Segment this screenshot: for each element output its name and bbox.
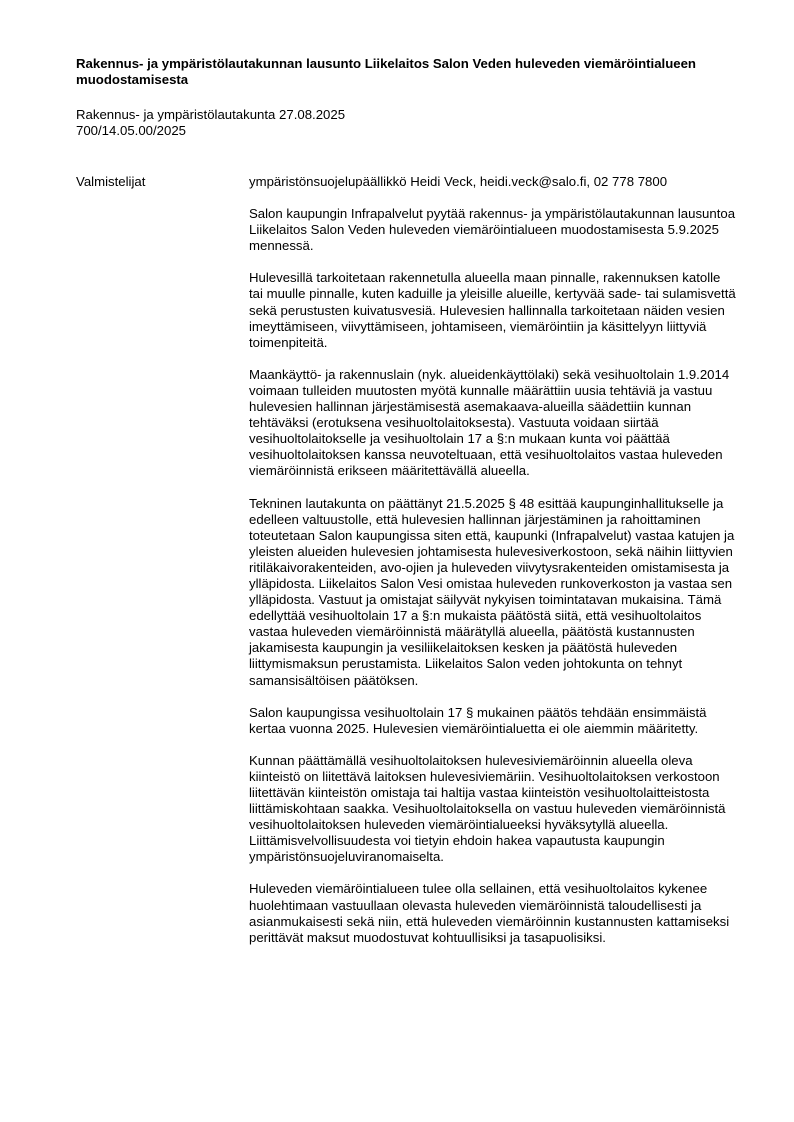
preparer-label: Valmistelijat	[76, 174, 146, 189]
case-number: 700/14.05.00/2025	[76, 123, 187, 138]
body-paragraph: Salon kaupungissa vesihuoltolain 17 § mukainen päätös tehdään ensimmäistä kertaa vuonna 2025. Hulevesien viemäröintialuetta ei ole aiemmin määritetty.	[249, 704, 707, 736]
body-paragraph: Kunnan päättämällä vesihuoltolaitoksen hulevesiviemäröinnin alueella oleva kiinteistö on liitettävä laitoksen hulevesiviemäriin. Vesihuoltolaitoksen verkostoon liitettävän kiinteistön omistaja tai haltija vastaa kiinteistön vesihuoltolaitteistosta liittämiskohtaan saakka. Vesihuoltolaitoksella on vastuu huleveden viemäröinnistä vesihuoltolaitoksen huleveden viemäröintialueeksi hyväksytyllä alueella. Liittämisvelvollisuudesta voi tietyin ehdoin hakea vapautusta kaupungin ympäristönsuojeluviranomaiselta.	[249, 752, 726, 865]
preparer-info: ympäristönsuojelupäällikkö Heidi Veck, heidi.veck@salo.fi, 02 778 7800	[249, 174, 668, 189]
body-paragraph: Salon kaupungin Infrapalvelut pyytää rakennus- ja ympäristölautakunnan lausuntoa Liikelaitos Salon Veden huleveden viemäröintialueen muodostamisesta 5.9.2025 mennessä.	[249, 206, 736, 254]
document-title: Rakennus- ja ympäristölautakunnan lausunto Liikelaitos Salon Veden huleveden viemäröintialueen muodostamisesta	[76, 56, 696, 87]
body-paragraph: Huleveden viemäröintialueen tulee olla sellainen, että vesihuoltolaitos kykenee huolehtimaan vastuullaan olevasta huleveden viemäröinnistä taloudellisesti ja asianmukaisesti sekä niin, että huleveden viemäröinnin kustannusten kattamiseksi perittävät maksut muodostuvat kohtuullisiksi ja tasapuolisiksi.	[249, 881, 730, 945]
meeting-line: Rakennus- ja ympäristölautakunta 27.08.2025	[76, 107, 346, 122]
body-paragraph: Tekninen lautakunta on päättänyt 21.5.2025 § 48 esittää kaupunginhallitukselle ja edelleen valtuustolle, että hulevesien hallinnan järjestäminen ja rahoittaminen toteutetaan Salon kaupungissa siten että, kaupunki (Infrapalvelut) vastaa katujen ja yleisten alueiden hulevesien johtamisesta hulevesiverkostoon, sekä näihin liittyvien ritiläkaivorakenteiden, avo-ojien ja huleveden viivytysrakenteiden omistamisesta ja ylläpidosta. Liikelaitos Salon Vesi omistaa huleveden runkoverkoston ja vastaa sen ylläpidosta. Vastuut ja omistajat säilyvät nykyisen toimintatavan mukaisina. Tämä edellyttää vesihuoltolain 17 a §:n mukaista päätöstä siitä, että vesihuoltolaitos vastaa huleveden viemäröinnistä määrätyllä alueella, päätöstä kustannusten jakamisesta kaupungin ja vesiliikelaitoksen kesken ja päätöstä huleveden liittymismaksun perustamista. Liikelaitos Salon veden johtokunta on tehnyt samansisältöisen päätöksen.	[249, 495, 735, 688]
document-body	[249, 174, 737, 962]
body-paragraph: Hulevesillä tarkoitetaan rakennetulla alueella maan pinnalle, rakennuksen katolle tai muulle pinnalle, kuten kaduille ja yleisille alueille, kertyvää sade- tai sulamisvettä sekä perustusten kuivatusvesiä. Hulevesien hallinnalla tarkoitetaan näiden vesien imeyttämiseen, viivyttämiseen, johtamiseen, viemäröintiin ja käsittelyyn liittyviä toimenpiteitä.	[249, 270, 736, 350]
body-paragraph: Maankäyttö- ja rakennuslain (nyk. alueidenkäyttölaki) sekä vesihuoltolain 1.9.2014 voimaan tulleiden muutosten myötä kunnalle määrättiin uusia tehtäviä ja vastuu hulevesien hallinnan järjestämisestä asemakaava-alueilla säädettiin kunnan tehtäväksi (erotuksena vesihuoltolaitoksesta). Vastuuta voidaan siirtää vesihuoltolaitokselle ja vesihuoltolain 17 a §:n mukaan kunta voi päättää vesihuoltolaitoksen kanssa neuvoteltuaan, että vesihuoltolaitos vastaa huleveden viemäröinnistä erikseen määritettävällä alueella.	[249, 366, 730, 479]
document-meta	[76, 107, 345, 139]
